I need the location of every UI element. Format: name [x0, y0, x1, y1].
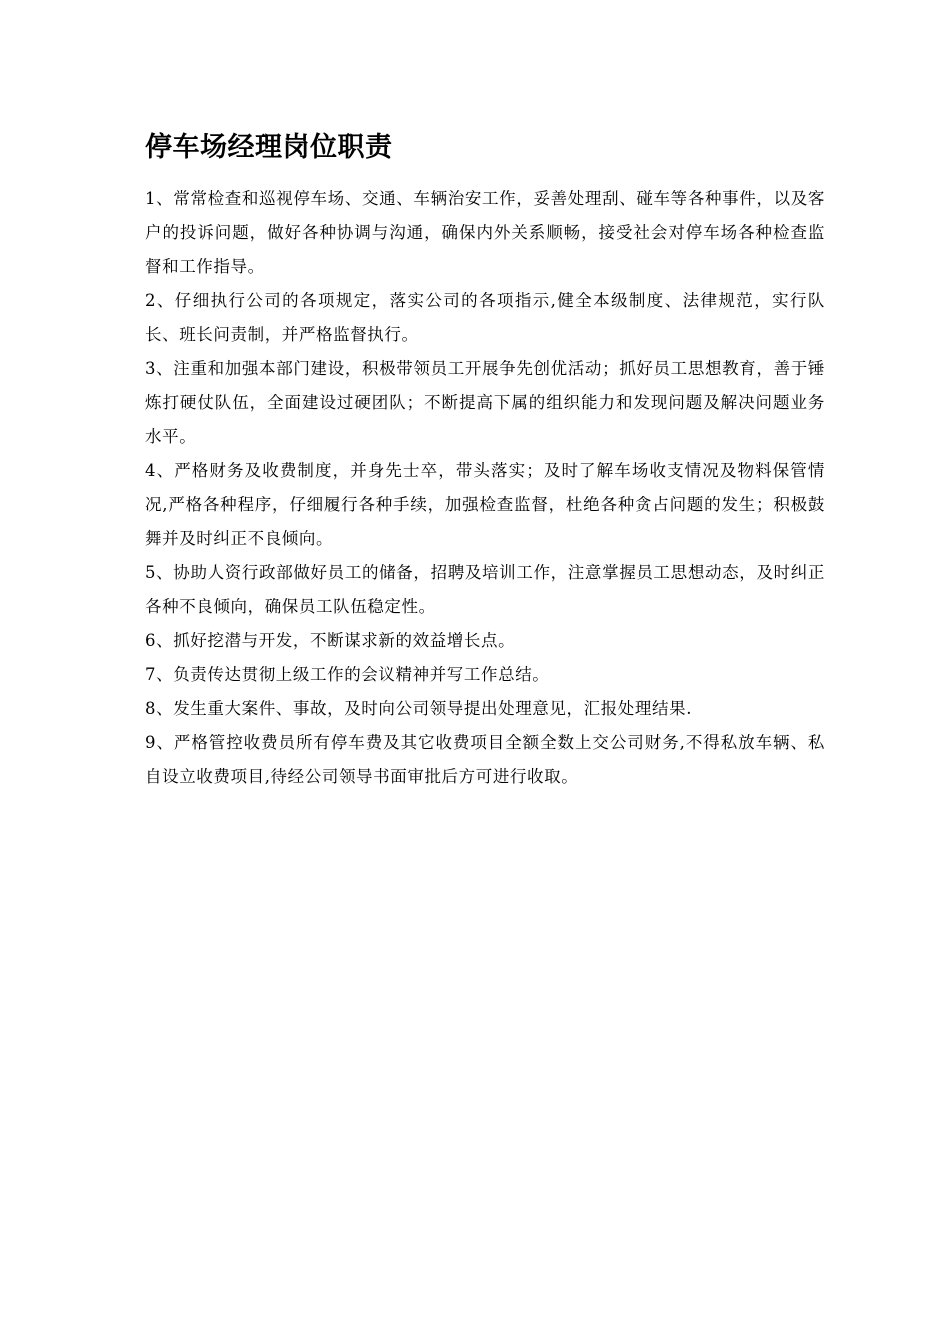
responsibility-list — [145, 182, 825, 794]
responsibility-item-3: 3、注重和加强本部门建设，积极带领员工开展争先创优活动；抓好员工思想教育，善于锤炼打硬仗队伍，全面建设过硬团队；不断提高下属的组织能力和发现问题及解决问题业务水平。 — [145, 359, 825, 446]
responsibility-item-2: 2、仔细执行公司的各项规定，落实公司的各项指示,健全本级制度、法律规范，实行队长、班长问责制，并严格监督执行。 — [145, 291, 825, 344]
responsibility-item-5: 5、协助人资行政部做好员工的储备，招聘及培训工作，注意掌握员工思想动态，及时纠正各种不良倾向，确保员工队伍稳定性。 — [145, 563, 825, 616]
responsibility-item-7: 7、负责传达贯彻上级工作的会议精神并写工作总结。 — [145, 665, 550, 684]
document-title: 停车场经理岗位职责 — [145, 132, 393, 163]
responsibility-item-8: 8、发生重大案件、事故，及时向公司领导提出处理意见，汇报处理结果. — [145, 699, 693, 718]
responsibility-item-9: 9、严格管控收费员所有停车费及其它收费项目全额全数上交公司财务,不得私放车辆、私自设立收费项目,待经公司领导书面审批后方可进行收取。 — [145, 733, 825, 786]
document-body — [145, 128, 825, 794]
responsibility-item-1: 1、常常检查和巡视停车场、交通、车辆治安工作，妥善处理刮、碰车等各种事件，以及客户的投诉问题，做好各种协调与沟通，确保内外关系顺畅，接受社会对停车场各种检查监督和工作指导。 — [145, 189, 825, 276]
responsibility-item-4: 4、严格财务及收费制度，并身先士卒，带头落实；及时了解车场收支情况及物料保管情况,严格各种程序，仔细履行各种手续，加强检查监督，杜绝各种贪占问题的发生；积极鼓舞并及时纠正不良倾向。 — [145, 461, 825, 548]
responsibility-item-6: 6、抓好挖潜与开发，不断谋求新的效益增长点。 — [145, 631, 516, 650]
